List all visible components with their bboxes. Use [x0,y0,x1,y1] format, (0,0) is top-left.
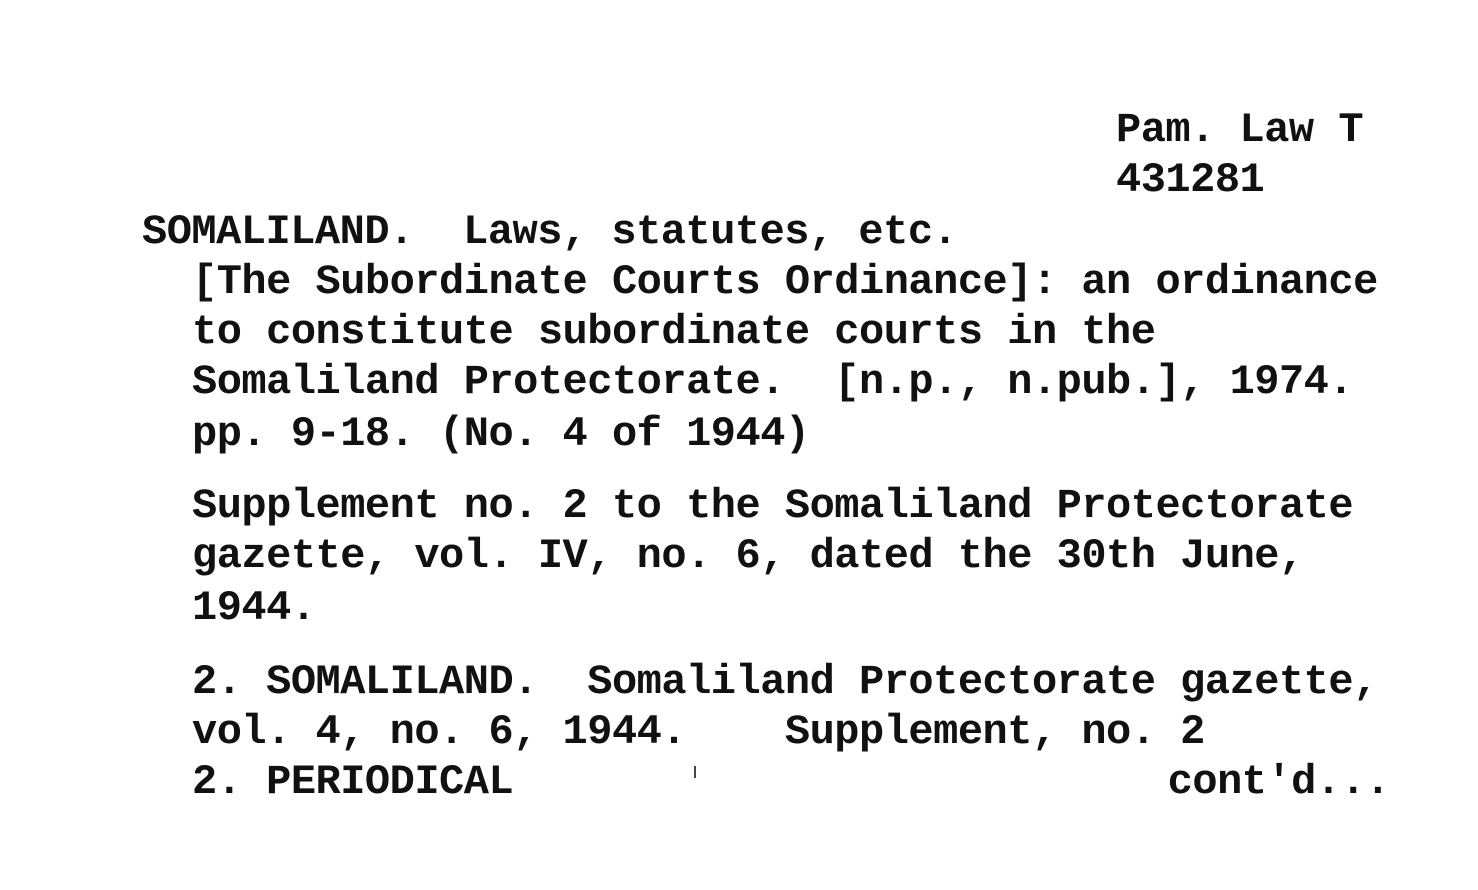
note-line-1: Supplement no. 2 to the Somaliland Protectorate [192,482,1354,530]
tracing-line-3: 2. PERIODICAL [192,758,514,806]
note-line-3: 1944. [192,584,316,632]
tracing-line-2: vol. 4, no. 6, 1944. Supplement, no. 2 [192,708,1205,756]
tracing-line-1: 2. SOMALILAND. Somaliland Protectorate gazette, [192,658,1378,706]
title-line-1: [The Subordinate Courts Ordinance]: an ordinance [192,258,1378,306]
main-heading: SOMALILAND. Laws, statutes, etc. [142,208,958,256]
note-line-2: gazette, vol. IV, no. 6, dated the 30th June, [192,532,1304,580]
continuation-note: cont'd... [1167,758,1390,806]
stray-mark [694,766,696,778]
call-number-line-1: Pam. Law T [1116,106,1364,154]
call-number-line-2: 431281 [1116,156,1265,204]
title-line-4: pp. 9-18. (No. 4 of 1944) [192,410,810,458]
title-line-3: Somaliland Protectorate. [n.p., n.pub.], 1974. [192,358,1354,406]
title-line-2: to constitute subordinate courts in the [192,308,1156,356]
